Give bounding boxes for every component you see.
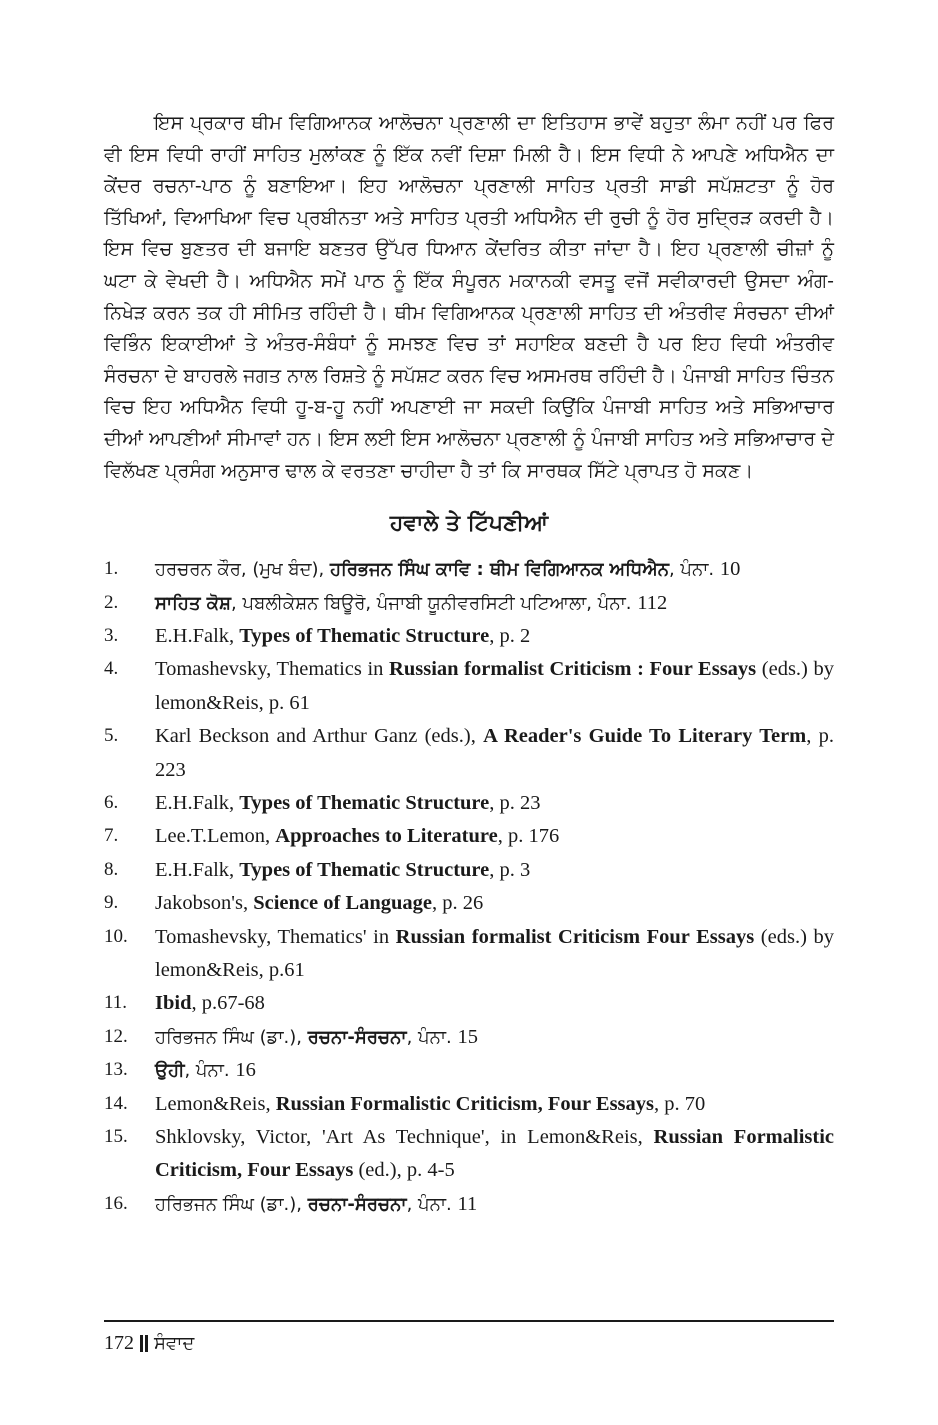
reference-text: , ਪੰਨਾ.	[406, 1026, 458, 1048]
reference-text: , p. 2	[489, 624, 531, 647]
reference-text: A Reader's Guide To Literary Term	[483, 725, 807, 748]
reference-text: Types of Thematic Structure	[239, 624, 490, 647]
reference-item	[104, 553, 834, 586]
reference-number: 8.	[104, 858, 119, 880]
reference-text: Lemon&Reis,	[155, 1092, 276, 1115]
reference-text: Shklovsky, Victor, 'Art As Technique', in Lemon&Reis,	[155, 1126, 654, 1149]
reference-text: , p. 223	[155, 725, 835, 781]
reference-item	[104, 1121, 834, 1188]
reference-text: E.H.Falk,	[155, 791, 240, 814]
reference-number: 6.	[104, 791, 119, 813]
reference-text: Science of Language	[253, 892, 433, 915]
reference-text: , p. 26	[432, 892, 484, 915]
reference-text: ਉਹੀ	[155, 1060, 185, 1082]
bars-icon	[140, 1334, 148, 1352]
reference-item	[104, 820, 834, 853]
reference-text: Types of Thematic Structure	[239, 791, 490, 814]
reference-text: , ਪੰਨਾ.	[406, 1193, 458, 1215]
body-paragraph: ਇਸ ਪ੍ਰਕਾਰ ਥੀਮ ਵਿਗਿਆਨਕ ਆਲੋਚਨਾ ਪ੍ਰਣਾਲੀ ਦਾ ਇਤਿਹਾਸ ਭਾਵੇਂ ਬਹੁਤਾ ਲੰਮਾ ਨਹੀਂ ਪਰ ਫਿਰ ਵੀ ਇਸ ਵਿਧੀ ਰਾਹੀਂ ਸਾਹਿਤ ਮੁਲਾਂਕਣ ਨੂੰ ਇੱਕ ਨਵੀਂ ਦਿਸ਼ਾ ਮਿਲੀ ਹੈ। ਇਸ ਵਿਧੀ ਨੇ ਆਪਣੇ ਅਧਿਐਨ ਦਾ ਕੇਂਦਰ ਰਚਨਾ-ਪਾਠ ਨੂੰ ਬਣਾਇਆ। ਇਹ ਆਲੋਚਨਾ ਪ੍ਰਣਾਲੀ ਸਾਹਿਤ ਪ੍ਰਤੀ ਸਾਡੀ ਸਪੱਸ਼ਟਤਾ ਨੂੰ ਹੋਰ ਤਿੱਖਿਆਂ, ਵਿਆਖਿਆ ਵਿਚ ਪ੍ਰਬੀਨਤਾ ਅਤੇ ਸਾਹਿਤ ਪ੍ਰਤੀ ਅਧਿਐਨ ਦੀ ਰੁਚੀ ਨੂੰ ਹੋਰ ਸੁਦ੍ਰਿੜ ਕਰਦੀ ਹੈ। ਇਸ ਵਿਚ ਬੁਣਤਰ ਦੀ ਬਜਾਇ ਬਣਤਰ ਉੱਪਰ ਧਿਆਨ ਕੇਂਦਰਿਤ ਕੀਤਾ ਜਾਂਦਾ ਹੈ। ਇਹ ਪ੍ਰਣਾਲੀ ਚੀਜ਼ਾਂ ਨੂੰ ਘਟਾ ਕੇ ਵੇਖਦੀ ਹੈ। ਅਧਿਐਨ ਸਮੇਂ ਪਾਠ ਨੂੰ ਇੱਕ ਸੰਪੂਰਨ ਮਕਾਨਕੀ ਵਸਤੂ ਵਜੋਂ ਸਵੀਕਾਰਦੀ ਉਸਦਾ ਅੰਗ-ਨਿਖੇੜ ਕਰਨ ਤਕ ਹੀ ਸੀਮਿਤ ਰਹਿੰਦੀ ਹੈ। ਥੀਮ ਵਿਗਿਆਨਕ ਪ੍ਰਣਾਲੀ ਸਾਹਿਤ ਦੀ ਅੰਤਰੀਵ ਸੰਰਚਨਾ ਦੀਆਂ ਵਿਭਿੰਨ ਇਕਾਈਆਂ ਤੇ ਅੰਤਰ-ਸੰਬੰਧਾਂ ਨੂੰ ਸਮਝਣ ਵਿਚ ਤਾਂ ਸਹਾਇਕ ਬਣਦੀ ਹੈ ਪਰ ਇਹ ਵਿਧੀ ਅੰਤਰੀਵ ਸੰਰਚਨਾ ਦੇ ਬਾਹਰਲੇ ਜਗਤ ਨਾਲ ਰਿਸ਼ਤੇ ਨੂੰ ਸਪੱਸ਼ਟ ਕਰਨ ਵਿਚ ਅਸਮਰਥ ਰਹਿੰਦੀ ਹੈ। ਪੰਜਾਬੀ ਸਾਹਿਤ ਚਿੰਤਨ ਵਿਚ ਇਹ ਅਧਿਐਨ ਵਿਧੀ ਹੂ-ਬ-ਹੂ ਨਹੀਂ ਅਪਣਾਈ ਜਾ ਸਕਦੀ ਕਿਉਂਕਿ ਪੰਜਾਬੀ ਸਾਹਿਤ ਅਤੇ ਸਭਿਆਚਾਰ ਦੀਆਂ ਆਪਣੀਆਂ ਸੀਮਾਵਾਂ ਹਨ। ਇਸ ਲਈ ਇਸ ਆਲੋਚਨਾ ਪ੍ਰਣਾਲੀ ਨੂੰ ਪੰਜਾਬੀ ਸਾਹਿਤ ਅਤੇ ਸਭਿਆਚਾਰ ਦੇ ਵਿਲੱਖਣ ਪ੍ਰਸੰਗ ਅਨੁਸਾਰ ਢਾਲ ਕੇ ਵਰਤਣਾ ਚਾਹੀਦਾ ਹੈ ਤਾਂ ਕਿ ਸਾਰਥਕ ਸਿੱਟੇ ਪ੍ਰਾਪਤ ਹੋ ਸਕਣ।	[104, 112, 834, 482]
reference-text: Karl Beckson and Arthur Ganz (eds.),	[155, 725, 484, 748]
reference-number: 13.	[104, 1059, 128, 1081]
reference-number: 5.	[104, 725, 119, 747]
page-number: 172	[104, 1331, 134, 1354]
reference-text: ਰਚਨਾ-ਸੰਰਚਨਾ	[307, 1026, 407, 1048]
reference-text: , p. 23	[489, 791, 541, 814]
reference-number: 15.	[104, 1126, 128, 1148]
reference-text: ਰਚਨਾ-ਸੰਰਚਨਾ	[307, 1193, 407, 1215]
reference-number: 12.	[104, 1025, 128, 1047]
reference-text: ਹਰਿਭਜਨ ਸਿੰਘ (ਡਾ.),	[155, 1193, 308, 1215]
reference-item	[104, 1054, 834, 1087]
reference-item	[104, 887, 834, 920]
reference-text: , p. 3	[489, 858, 531, 881]
reference-text: E.H.Falk,	[155, 858, 240, 881]
reference-number: 14.	[104, 1092, 128, 1114]
reference-number: 10.	[104, 925, 128, 947]
reference-text: ਹਰਿਭਜਨ ਸਿੰਘ (ਡਾ.),	[155, 1026, 308, 1048]
reference-text: E.H.Falk,	[155, 624, 240, 647]
references-list	[104, 553, 834, 1221]
references-heading: ਹਵਾਲੇ ਤੇ ਟਿੱਪਣੀਆਂ	[389, 511, 549, 537]
reference-number: 16.	[104, 1192, 128, 1214]
reference-item	[104, 854, 834, 887]
reference-number: 11.	[104, 992, 128, 1014]
reference-text: (eds.) by lemon&Reis, p. 61	[155, 658, 834, 714]
page-footer	[104, 1328, 194, 1358]
reference-item	[104, 587, 834, 620]
reference-text: , ਪੰਨਾ.	[668, 559, 720, 581]
reference-item	[104, 1021, 834, 1054]
reference-text: , ਪੰਨਾ.	[184, 1060, 236, 1082]
reference-text: ਸਾਹਿਤ ਕੋਸ਼	[155, 592, 232, 614]
reference-text: Tomashevsky, Thematics in	[155, 658, 390, 681]
reference-text: 15	[457, 1025, 478, 1048]
reference-text: Russian formalist Criticism Four Essays	[395, 925, 755, 948]
reference-number: 3.	[104, 624, 119, 646]
reference-text: 16	[235, 1059, 256, 1082]
reference-number: 9.	[104, 892, 119, 914]
reference-text: 112	[637, 591, 668, 614]
reference-text: , ਪਬਲੀਕੇਸ਼ਨ ਬਿਊਰੋ, ਪੰਜਾਬੀ ਯੂਨੀਵਰਸਿਟੀ ਪਟਿਆਲਾ, ਪੰਨਾ.	[231, 592, 638, 614]
reference-item	[104, 1188, 834, 1221]
reference-item	[104, 1088, 834, 1121]
reference-item	[104, 720, 834, 787]
reference-text: ਹਰਿਭਜਨ ਸਿੰਘ ਕਾਵਿ : ਥੀਮ ਵਿਗਿਆਨਕ ਅਧਿਐਨ	[329, 559, 669, 581]
reference-item	[104, 987, 834, 1020]
reference-text: Tomashevsky, Thematics' in	[155, 925, 396, 948]
reference-text: Russian Formalistic Criticism, Four Essays	[155, 1126, 834, 1182]
reference-item	[104, 787, 834, 820]
reference-text: Approaches to Literature	[275, 825, 498, 848]
reference-text: 11	[457, 1192, 478, 1215]
reference-text: , p. 176	[497, 825, 560, 848]
reference-item	[104, 653, 834, 720]
reference-number: 4.	[104, 658, 119, 680]
reference-text: Lee.T.Lemon,	[155, 825, 276, 848]
reference-text: (ed.), p. 4-5	[353, 1159, 455, 1182]
footer-divider	[104, 1320, 834, 1322]
reference-number: 7.	[104, 825, 119, 847]
reference-number: 2.	[104, 591, 119, 613]
reference-text: 10	[719, 558, 741, 581]
reference-text: ਹਰਚਰਨ ਕੌਰ, (ਮੁਖ ਬੰਦ),	[155, 559, 330, 581]
reference-number: 1.	[104, 558, 119, 580]
reference-text: , p. 70	[654, 1092, 706, 1115]
reference-item	[104, 620, 834, 653]
reference-text: , p.67-68	[191, 992, 265, 1015]
reference-item	[104, 921, 834, 988]
reference-text: Types of Thematic Structure	[239, 858, 490, 881]
reference-text: Russian formalist Criticism : Four Essays	[389, 658, 757, 681]
reference-text: Jakobson's,	[155, 892, 254, 915]
journal-name: ਸੰਵਾਦ	[154, 1332, 195, 1354]
page-content	[104, 108, 834, 1221]
reference-text: Russian Formalistic Criticism, Four Essays	[275, 1092, 655, 1115]
reference-text: Ibid	[155, 992, 192, 1015]
reference-text: (eds.) by lemon&Reis, p.61	[155, 925, 835, 981]
